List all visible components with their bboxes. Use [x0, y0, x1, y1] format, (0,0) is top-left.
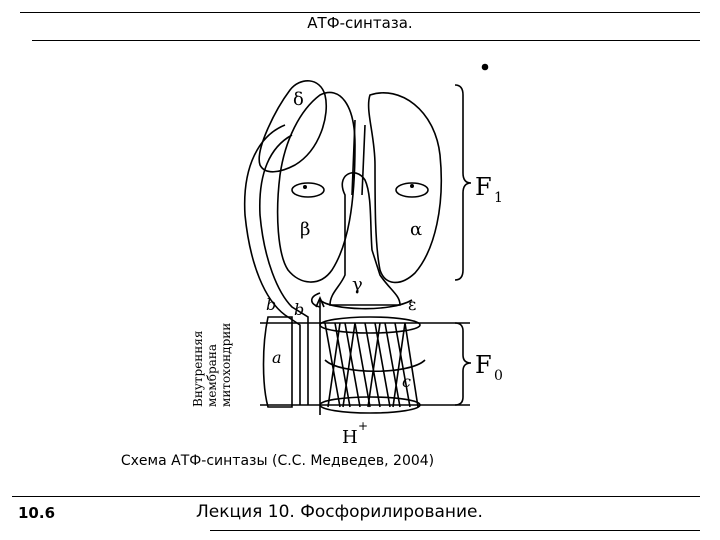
epsilon-label: ε [408, 295, 417, 314]
membrane-label-line1: Внутренняя [191, 330, 205, 407]
f1-brace [455, 85, 471, 280]
c-label: c [402, 372, 411, 391]
footer-bottom-rule [210, 530, 700, 531]
delta-label: δ [293, 89, 304, 110]
atp-synthase-figure [180, 55, 525, 450]
membrane-label-line2: мембрана [205, 344, 219, 407]
f0-subscript: 0 [494, 368, 503, 384]
f0-label: F [475, 351, 492, 379]
gamma-subunit [330, 173, 400, 305]
proton-charge: + [358, 419, 369, 433]
footer-rule [12, 496, 700, 497]
gamma-label: γ [352, 274, 363, 295]
f0-brace [455, 323, 471, 405]
header-top-rule [20, 12, 700, 13]
header-bottom-rule [32, 40, 700, 41]
beta-label: β [300, 219, 311, 240]
f1-subscript: 1 [494, 190, 503, 206]
figure-caption: Схема АТФ-синтазы (С.С. Медведев, 2004) [120, 453, 435, 469]
proton-label: H [342, 427, 358, 448]
alpha-subunit [369, 93, 442, 283]
alpha-label: α [410, 219, 423, 240]
slide-title: АТФ-синтаза. [307, 14, 413, 32]
membrane-label-line3: митохондрии [219, 322, 233, 407]
lecture-title: Лекция 10. Фосфорилирование. [196, 502, 483, 522]
b-label-1: b [266, 295, 277, 314]
beta-subunit [278, 92, 355, 282]
f1-label: F [475, 173, 492, 201]
b-label-2: b [294, 300, 305, 319]
slide-number: 10.6 [18, 504, 56, 522]
a-label: a [272, 348, 282, 367]
